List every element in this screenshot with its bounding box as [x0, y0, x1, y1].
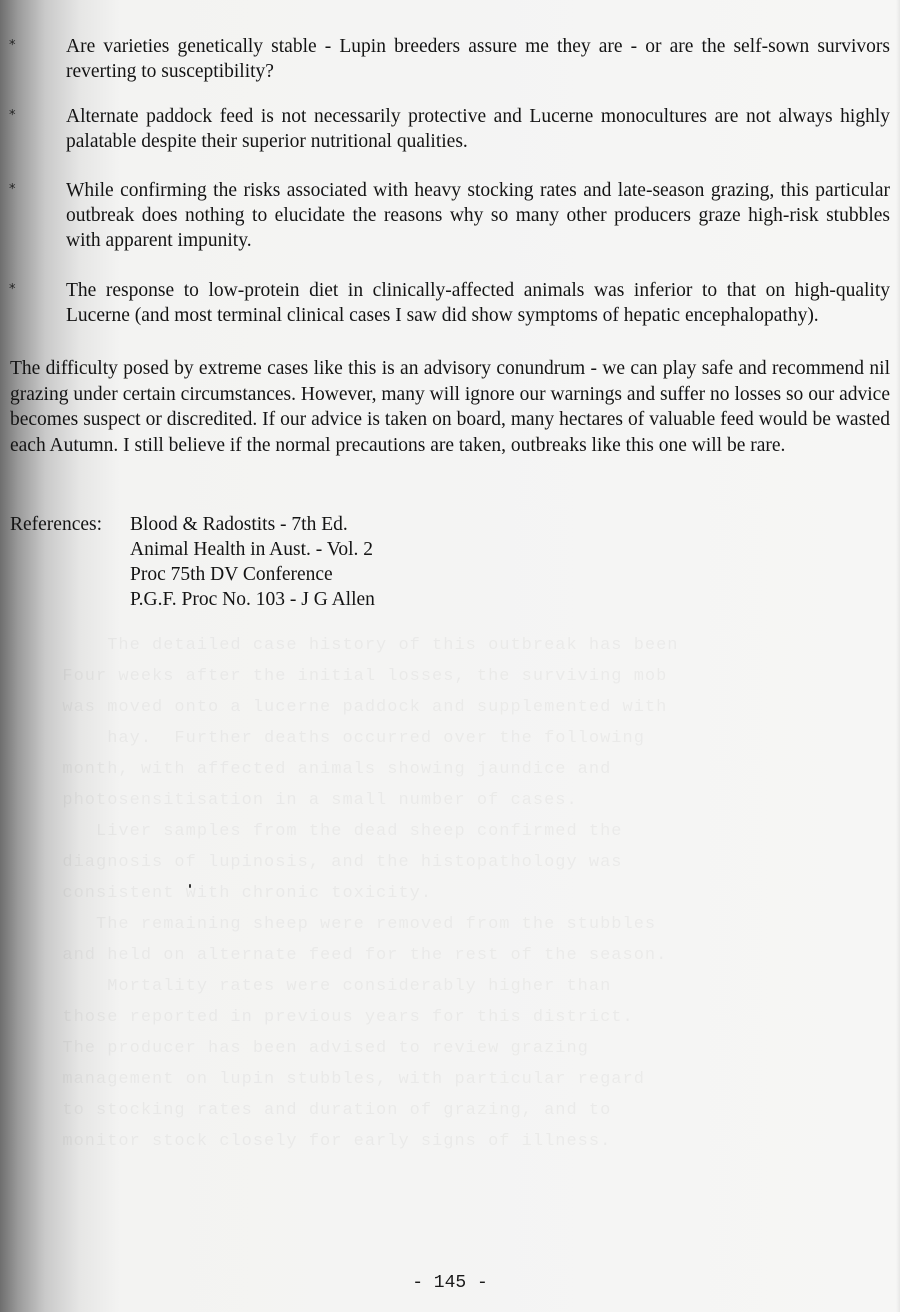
- page-number: - 145 -: [412, 1273, 488, 1293]
- asterisk-bullet-icon: *: [9, 282, 16, 297]
- asterisk-bullet-icon: *: [9, 108, 16, 123]
- reference-item: Proc 75th DV Conference: [130, 564, 333, 585]
- reference-item: P.G.F. Proc No. 103 - J G Allen: [130, 589, 375, 610]
- bullet-text: While confirming the risks associated with heavy stocking rates and late-season grazing, this particular outbreak does nothing to elucidate the reasons why so many other producers graze high-risk stubbles with apparent impunity.: [66, 180, 890, 251]
- bullet-text: The response to low-protein diet in clinically-affected animals was inferior to that on high-quality Lucerne (and most terminal clinical cases I saw did show symptoms of hepatic encephalopathy).: [66, 280, 890, 326]
- bullet-text: Are varieties genetically stable - Lupin breeders assure me they are - or are the self-sown survivors reverting to susceptibility?: [66, 36, 890, 82]
- scan-speck: [189, 884, 191, 888]
- references-label: References:: [10, 514, 103, 535]
- asterisk-bullet-icon: *: [9, 38, 16, 53]
- bullet-text: Alternate paddock feed is not necessarily protective and Lucerne monocultures are not always highly palatable despite their superior nutritional qualities.: [66, 106, 890, 152]
- asterisk-bullet-icon: *: [9, 182, 16, 197]
- page-edge-shadow: [896, 0, 900, 1312]
- references-list: [130, 512, 375, 612]
- bleed-through-text: [40, 630, 880, 1157]
- reference-item: Animal Health in Aust. - Vol. 2: [130, 539, 374, 560]
- body-paragraph: The difficulty posed by extreme cases like this is an advisory conundrum - we can play safe and recommend nil grazing under certain circumstances. However, many will ignore our warnings and suffer no losses so our advice becomes suspect or discredited. If our advice is taken on board, many hectares of valuable feed would be wasted each Autumn. I still believe if the normal precautions are taken, outbreaks like this one will be rare.: [10, 358, 890, 456]
- reference-item: Blood & Radostits - 7th Ed.: [130, 514, 348, 535]
